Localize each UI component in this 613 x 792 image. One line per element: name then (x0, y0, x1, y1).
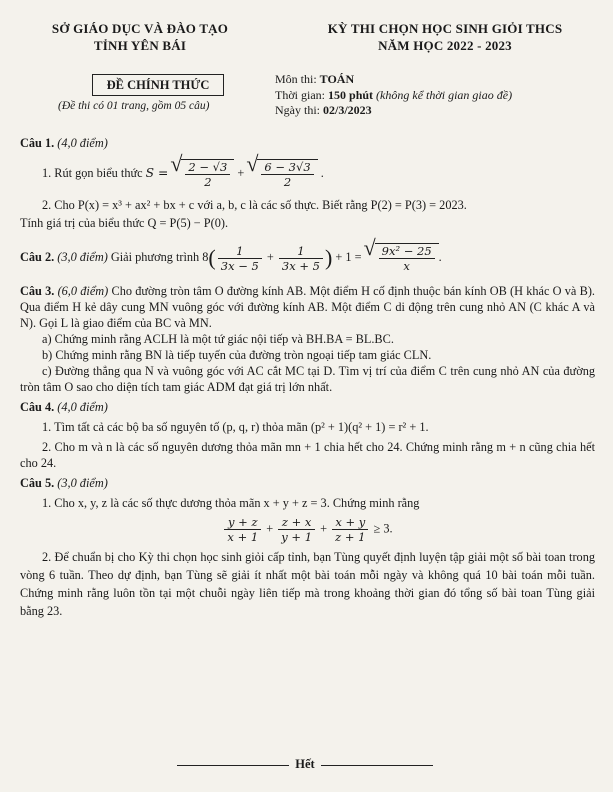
exam-title: KỲ THI CHỌN HỌC SINH GIỎI THCS (327, 21, 563, 36)
end-rule-left (177, 765, 289, 766)
date-value: 02/3/2023 (323, 103, 372, 117)
q1-part2-cont: Tính giá trị của biểu thức Q = P(5) − P(0). (20, 216, 229, 230)
q2: Câu 2. (3,0 điểm) Giải phương trình 8( $\frac{1}{3x - 5}$ + $\frac{1}{3x + 5}$ ) + 1 = √ $\frac{\text{9x² − 25}}{x}$ . (20, 243, 595, 273)
time-label: Thời gian: (275, 87, 326, 102)
q1-heading: Câu 1. (4,0 điểm) (20, 136, 108, 150)
sqrt-2: √ $\frac{6 - 3√3}{2}$ (257, 159, 317, 189)
subject-value: TOÁN (319, 72, 355, 86)
q5-inequality: $\frac{y + z}{x + 1}$ + $\frac{z + x}{y + 1}$ + $\frac{x + y}{z + 1}$ ≥ 3. (20, 515, 595, 544)
official-stamp: ĐỀ CHÍNH THỨC (92, 74, 224, 96)
school-year: NĂM HỌC 2022 - 2023 (378, 38, 512, 53)
province-name: TỈNH YÊN BÁI (93, 38, 187, 53)
q1-part1: 1. Rút gọn biểu thức S = √ $\frac{2 - √3}{2}$ + √ $\frac{6 - 3√3}{2}$ . (20, 159, 595, 189)
q3-a: a) Chứng minh rằng ACLH là một tứ giác nội tiếp và BH.BA = BL.BC. (42, 332, 394, 346)
exam-meta (275, 72, 512, 119)
exam-content (20, 135, 595, 620)
header-exam (300, 20, 590, 54)
sqrt-rhs: √ $\frac{\text{9x² − 25}}{x}$ (375, 243, 439, 273)
q3-b: b) Chứng minh rằng BN là tiếp tuyến của đường tròn ngoại tiếp tam giác CLN. (42, 348, 432, 362)
sqrt-1: √ $\frac{2 - √3}{2}$ (181, 159, 234, 189)
time-value: 150 phút (328, 87, 374, 102)
q3-intro: Câu 3. (6,0 điểm) Cho đường tròn tâm O đường kính AB. Một điểm H cố định thuộc bán kính OB (H khác O và B). Qua điểm H kẻ dây cung MN vuông góc với đường kính AB. Một điểm C di động trên cung nhỏ AN (C khác A và N). Gọi L là giao điểm của BC và MN. (20, 284, 595, 330)
q4-heading: Câu 4. (4,0 điểm) (20, 400, 108, 414)
header-department (40, 20, 240, 54)
official-note: (Đề thi có 01 trang, gồm 05 câu) (58, 100, 210, 112)
q4-part2: 2. Cho m và n là các số nguyên dương thỏa mãn mn + 1 chia hết cho 24. Chứng minh rằng m + n cũng chia hết cho 24. (20, 440, 595, 470)
time-note: (không kể thời gian giao đề) (376, 87, 513, 102)
end-rule-right (321, 765, 433, 766)
department-name: SỞ GIÁO DỤC VÀ ĐÀO TẠO (51, 21, 229, 36)
q4-part1: 1. Tìm tất cả các bộ ba số nguyên tố (p, q, r) thỏa mãn (p² + 1)(q² + 1) = r² + 1. (42, 420, 429, 434)
q5-part1: 1. Cho x, y, z là các số thực dương thỏa mãn x + y + z = 3. Chứng minh rằng (42, 496, 420, 510)
subject-label: Môn thi: (275, 72, 317, 86)
q5-heading: Câu 5. (3,0 điểm) (20, 476, 108, 490)
q1-part2: 2. Cho P(x) = x³ + ax² + bx + c với a, b, c là các số thực. Biết rằng P(2) = P(3) = 2023. (42, 198, 467, 212)
end-marker: Hết (150, 757, 460, 772)
date-label: Ngày thi: (275, 103, 320, 117)
q5-part2: 2. Để chuẩn bị cho Kỳ thi chọn học sinh giỏi cấp tỉnh, bạn Tùng quyết định luyện tập giải một số bài toan trong vòng 6 tuần. Theo dự định, bạn Tùng sẽ giải ít nhất một bài toán mỗi ngày và không quá 10 bài toán mỗi tuần. Chứng minh rằng luôn tồn tại một chuỗi ngày liên tiếp mà trong khoảng thời gian đó tổng số bài toan Tùng giải bằng 23. (20, 550, 595, 618)
q3-c: c) Đường thẳng qua N và vuông góc với AC cắt MC tại D. Tìm vị trí của điểm C trên cung nhỏ AN của đường tròn tâm O sao cho diện tích tam giác ADM đạt giá trị lớn nhất. (20, 364, 595, 394)
